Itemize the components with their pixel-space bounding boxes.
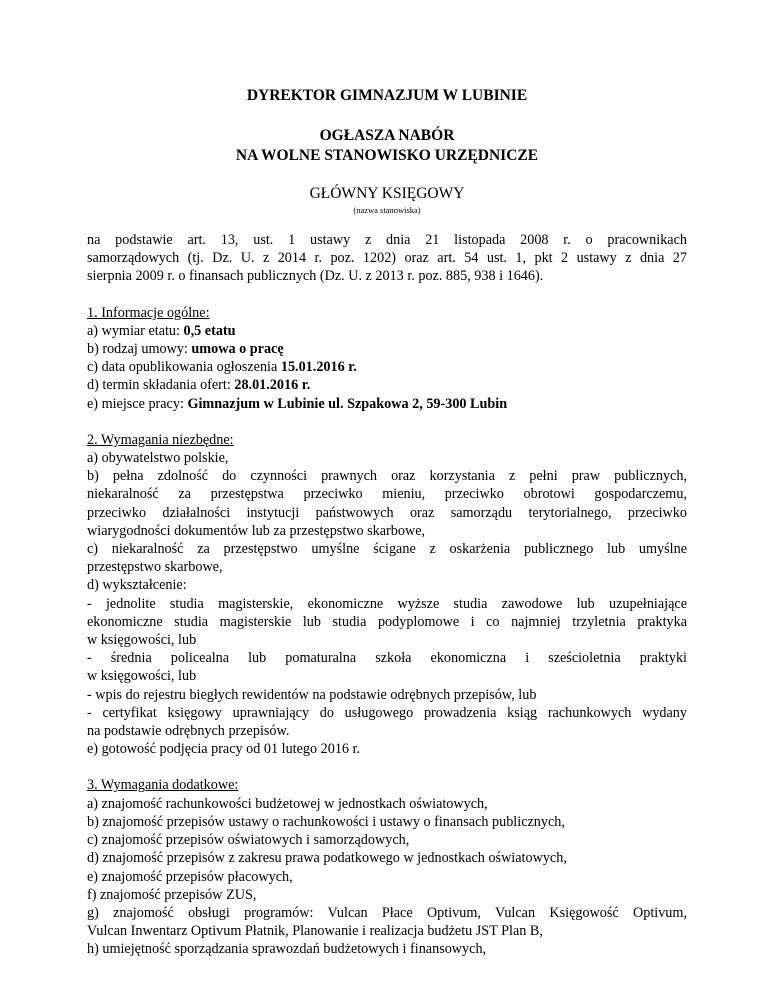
requirement-line: e) gotowość podjęcia pracy od 01 lutego 2016 r. [87, 741, 361, 758]
intro-line: sierpnia 2009 r. o finansach publicznych (Dz. U. z 2013 r. poz. 885, 938 i 1646). [87, 268, 544, 285]
intro-line: na podstawie art. 13, ust. 1 ustawy z dnia 21 listopada 2008 r. o pracownikach [87, 232, 687, 248]
info-value: umowa o pracę [191, 341, 284, 358]
header-announcement: OGŁASZA NABÓR [319, 127, 455, 144]
info-label: a) wymiar etatu: [87, 322, 184, 339]
additional-line: f) znajomość przepisów ZUS, [87, 886, 257, 903]
info-item [87, 376, 687, 394]
info-item [87, 340, 687, 358]
additional-line: d) znajomość przepisów z zakresu prawa podatkowego w jednostkach oświatowych, [87, 850, 567, 867]
requirement-line: d) wykształcenie: [87, 577, 187, 594]
additional-line: b) znajomość przepisów ustawy o rachunkowości i ustawy o finansach publicznych, [87, 813, 565, 830]
requirement-line: - certyfikat księgowy uprawniający do usługowego prowadzenia ksiąg rachunkowych wydany [87, 704, 687, 721]
requirement-line: - wpis do rejestru biegłych rewidentów na podstawie odrębnych przepisów, lub [87, 686, 537, 703]
requirement-line: b) pełna zdolność do czynności prawnych oraz korzystania z pełni praw publicznych, [87, 468, 687, 485]
requirement-line: w księgowości, lub [87, 632, 197, 649]
requirement-line: - średnia policealna lub pomaturalna szkoła ekonomiczna i sześcioletnia praktyki [87, 650, 687, 667]
header-position-type: NA WOLNE STANOWISKO URZĘDNICZE [235, 147, 539, 164]
section-title: 1. Informacje ogólne: [87, 304, 210, 321]
info-label: d) termin składania ofert: [87, 377, 235, 394]
requirement-line: - jednolite studia magisterskie, ekonomiczne wyższe studia zawodowe lub uzupełniające [87, 595, 687, 612]
position-note: (nazwa stanowiska) [353, 205, 421, 215]
info-label: e) miejsce pracy: [87, 395, 188, 412]
section-general-info [87, 304, 687, 413]
additional-line: a) znajomość rachunkowości budżetowej w jednostkach oświatowych, [87, 795, 488, 812]
info-item [87, 322, 687, 340]
info-value: 28.01.2016 r. [234, 377, 311, 394]
section-title: 3. Wymagania dodatkowe: [87, 777, 239, 794]
requirement-line: przeciwko działalności instytucji państwowych oraz samorządu terytorialnego, przeciwko [87, 504, 687, 521]
section-additional [87, 776, 687, 958]
additional-line: c) znajomość przepisów oświatowych i samorządowych, [87, 832, 410, 849]
additional-line: h) umiejętność sporządzania sprawozdań budżetowych i finansowych, [87, 941, 487, 958]
additional-line: Vulcan Inwentarz Optivum Płatnik, Planowanie i realizacja budżetu JST Plan B, [87, 923, 543, 940]
requirement-line: na podstawie odrębnych przepisów. [87, 723, 290, 740]
header-director: DYREKTOR GIMNAZJUM W LUBINIE [246, 87, 528, 104]
info-value: 15.01.2016 r. [280, 359, 357, 376]
info-value: Gimnazjum w Lubinie ul. Szpakowa 2, 59-300 Lubin [187, 395, 508, 412]
additional-line: e) znajomość przepisów płacowych, [87, 868, 293, 885]
info-label: b) rodzaj umowy: [87, 341, 192, 358]
requirement-line: a) obywatelstwo polskie, [87, 450, 229, 467]
info-label: c) data opublikowania ogłoszenia [87, 359, 281, 376]
requirement-line: c) niekaralność za przestępstwo umyślne ścigane z oskarżenia publicznego lub umyślne [87, 541, 687, 558]
requirement-line: w księgowości, lub [87, 668, 197, 685]
info-item [87, 395, 687, 413]
section-required [87, 431, 687, 759]
requirement-line: wiarygodności dokumentów lub za przestępstwo skarbowe, [87, 522, 426, 539]
requirement-line: przestępstwo skarbowe, [87, 559, 223, 576]
requirement-line: ekonomiczne studia magisterskie lub studia podyplomowe i co najmniej trzyletnia praktyka [87, 613, 687, 630]
info-item [87, 358, 687, 376]
document-page [87, 86, 687, 959]
intro-line: samorządowych (tj. Dz. U. z 2014 r. poz. 1202) oraz art. 54 ust. 1, pkt 2 ustawy z dnia 27 [87, 250, 687, 267]
additional-line: g) znajomość obsługi programów: Vulcan Płace Optivum, Vulcan Księgowość Optivum, [87, 904, 687, 921]
requirement-line: niekaralność za przestępstwa przeciwko mieniu, przeciwko obrotowi gospodarczemu, [87, 486, 687, 503]
legal-basis [87, 231, 687, 286]
section-title: 2. Wymagania niezbędne: [87, 431, 234, 448]
info-value: 0,5 etatu [183, 322, 236, 339]
position-name: GŁÓWNY KSIĘGOWY [309, 185, 465, 202]
